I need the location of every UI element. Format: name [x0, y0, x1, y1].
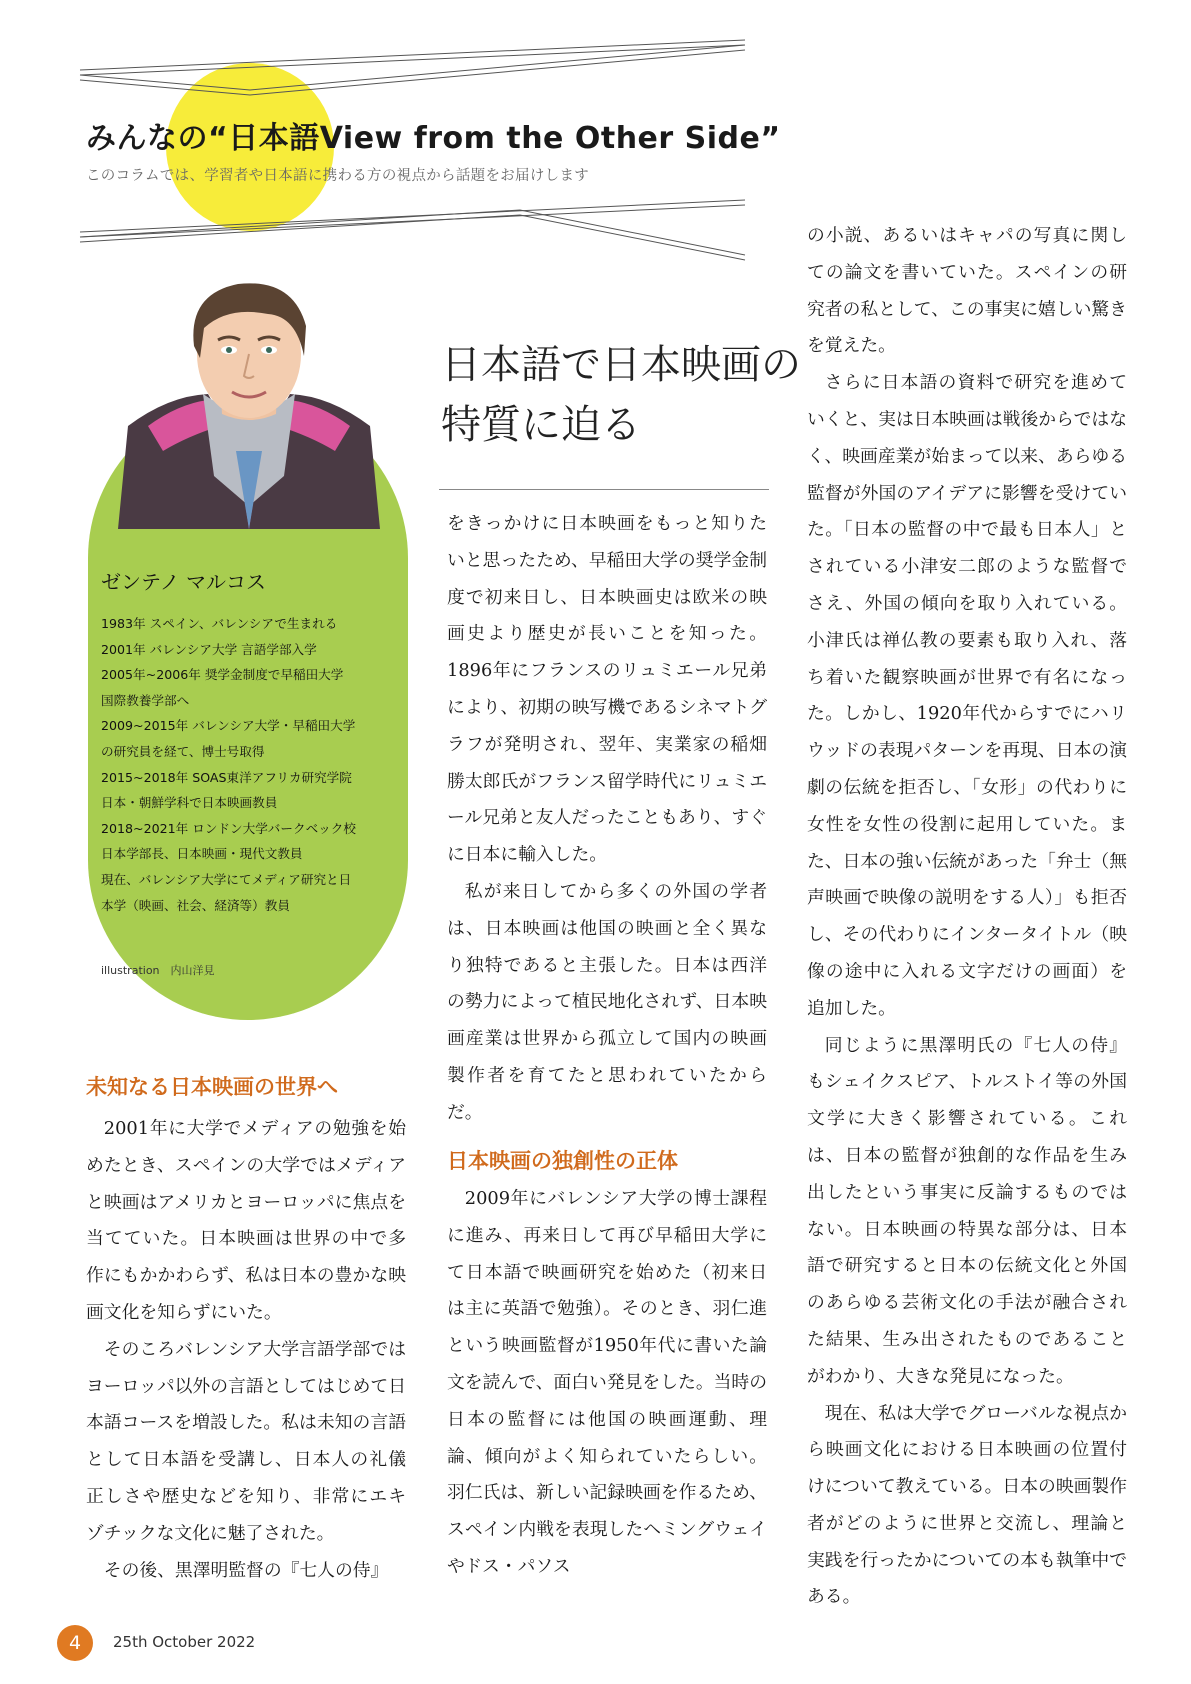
paragraph: 私が来日してから多くの外国の学者は、日本映画は他国の映画と全く異なり独特であると主張した。日本は西洋の勢力によって植民地化されず、日本映画産業は世界から孤立して国内の映画製作者を育てたと思われていたからだ。 — [447, 880, 767, 1123]
bio-line: 2005年~2006年 奨学金制度で早稲田大学 — [101, 667, 344, 683]
bio-line: 2015~2018年 SOAS東洋アフリカ研究学院 — [101, 769, 352, 785]
profile-name: ゼンテノ マルコス — [101, 570, 266, 594]
paragraph: 2009年にバレンシア大学の博士課程に進み、再来日して再び早稲田大学にて日本語で映画研究を始めた（初来日は主に英語で勉強）。そのとき、羽仁進という映画監督が1950年代に書いた論文を読んで、面白い発見をした。当時の日本の監督には他国の映画運動、理論、傾向がよく知られていたらしい。羽仁氏は、新しい記録映画を作るため、スペイン内戦を表現したヘミングウェイやドス・パソス — [447, 1188, 767, 1577]
paragraph: 同じように黒澤明氏の『七人の侍』もシェイクスピア、トルストイ等の外国文学に大きく影響されている。これは、日本の監督が独創的な作品を生み出したという事実に反論するものではない。日本映画の特異な部分は、日本語で研究すると日本の伝統文化と外国のあらゆる芸術文化の手法が融合された結果、生み出されたものであることがわかり、大きな発見になった。 — [807, 1034, 1127, 1387]
headline-line-1: 日本語で日本映画の — [441, 342, 801, 388]
portrait-illustration — [108, 276, 390, 529]
column-3-text — [807, 218, 1127, 1616]
bio-line: 1983年 スペイン、バレンシアで生まれる — [101, 616, 338, 631]
paragraph: 2001年に大学でメディアの勉強を始めたとき、スペインの大学ではメディアと映画はアメリカとヨーロッパに焦点を当てていた。日本映画は世界の中で多作にもかかわらず、私は日本の豊かな映画文化を知らずにいた。 — [86, 1118, 406, 1323]
headline-line-2: 特質に迫る — [441, 402, 641, 448]
paragraph: をきっかけに日本映画をもっと知りたいと思ったため、早稲田大学の奨学金制度で初来日し、日本映画史は欧米の映画史より歴史が長いことを知った。1896年にフランスのリュミエール兄弟により、初期の映写機であるシネマトグラフが発明され、翌年、実業家の稲畑勝太郎氏がフランス留学時代にリュミエール兄弟と友人だったこともあり、すぐに日本に輸入した。 — [447, 513, 767, 866]
bio-line: 日本学部長、日本映画・現代文教員 — [101, 846, 303, 862]
column-subtitle: このコラムでは、学習者や日本語に携わる方の視点から話題をお届けします — [86, 168, 590, 184]
bio-line: 2001年 バレンシア大学 言語学部入学 — [101, 641, 317, 657]
paragraph: さらに日本語の資料で研究を進めていくと、実は日本映画は戦後からではなく、映画産業が始まって以来、あらゆる監督が外国のアイデアに影響を受けていた。「日本の監督の中で最も日本人」とされている小津安二郎のような監督でさえ、外国の傾向を取り入れている。小津氏は禅仏教の要素も取り入れ、落ち着いた観察映画が世界で有名になった。しかし、1920年代からすでにハリウッドの表現パターンを再現、日本の演劇の伝統を拒否し、「女形」の代わりに女性を女性の役割に起用していた。また、日本の強い伝統があった「弁士（無声映画で映像の説明をする人）」も拒否し、その代わりにインタータイトル（映像の途中に入れる文字だけの画面）を追加した。 — [807, 372, 1127, 1019]
bio-line: 2009~2015年 バレンシア大学・早稲田大学 — [101, 718, 356, 734]
column-title: みんなの“日本語View from the Other Side” — [86, 121, 781, 156]
column-1-text — [86, 1111, 406, 1589]
column-2-text — [447, 506, 767, 1132]
bio-line: 現在、バレンシア大学にてメディア研究と日 — [101, 871, 352, 887]
section-heading-2: 日本映画の独創性の正体 — [447, 1149, 678, 1173]
paragraph: 現在、私は大学でグローバルな視点から映画文化における日本映画の位置付けについて教えている。日本の映画製作者がどのように世界と交流し、理論と実践を行ったかについての本も執筆中である。 — [807, 1402, 1127, 1608]
illustration-credit: illustration 内山洋見 — [101, 964, 215, 977]
section-heading-1: 未知なる日本映画の世界へ — [86, 1075, 338, 1099]
page-number: 4 — [57, 1625, 93, 1661]
paragraph: そのころバレンシア大学言語学部ではヨーロッパ以外の言語としてはじめて日本語コースを増設した。私は未知の言語として日本語を受講し、日本人の礼儀正しさや歴史などを知り、非常にエキゾチックな文化に魅了された。 — [86, 1338, 406, 1544]
column-2-lower-text — [447, 1181, 767, 1586]
bio-line: 本学（映画、社会、経済等）教員 — [101, 897, 290, 913]
bio-line: 2018~2021年 ロンドン大学バークベック校 — [101, 820, 356, 836]
bio-line: 国際教養学部へ — [101, 692, 190, 708]
article-headline — [441, 335, 801, 455]
paragraph: その後、黒澤明監督の『七人の侍』 — [103, 1559, 389, 1581]
profile-bio — [101, 611, 401, 918]
paragraph: の小説、あるいはキャパの写真に関しての論文を書いていた。スペインの研究者の私として、この事実に嬉しい驚きを覚えた。 — [807, 225, 1127, 357]
bio-line: の研究員を経て、博士号取得 — [101, 743, 265, 759]
headline-divider — [439, 489, 769, 490]
issue-date: 25th October 2022 — [113, 1633, 256, 1651]
bio-line: 日本・朝鮮学科で日本映画教員 — [101, 795, 278, 811]
